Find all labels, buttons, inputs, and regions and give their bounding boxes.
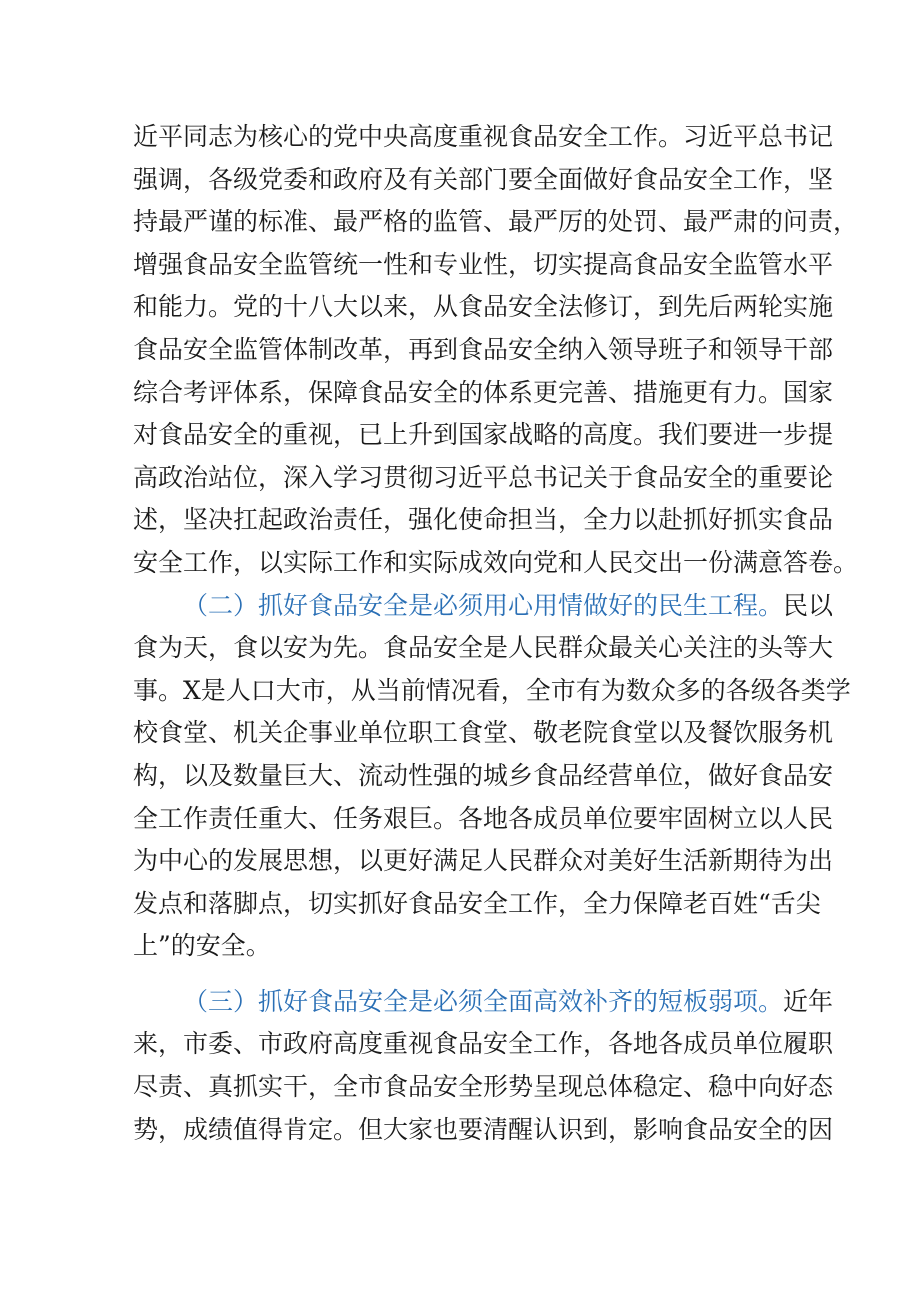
text-line: 来，市委、市政府高度重视食品安全工作，各地各成员单位履职 [133, 1029, 834, 1059]
text-line: 发点和落脚点，切实抓好食品安全工作，全力保障老百姓“舌尖 [133, 888, 821, 918]
text-line: 对食品安全的重视，已上升到国家战略的高度。我们要进一步提 [133, 420, 834, 450]
text-line: 持最严谨的标准、最严格的监管、最严厉的处罚、最严肃的问责， [133, 207, 859, 237]
text-line: 为中心的发展思想，以更好满足人民群众对美好生活新期待为出 [133, 846, 834, 876]
text-line: 述，坚决扛起政治责任，强化使命担当，全力以赴抓好抓实食品 [133, 505, 834, 535]
text-line: 校食堂、机关企事业单位职工食堂、敬老院食堂以及餐饮服务机 [133, 718, 834, 748]
text-line: 和能力。党的十八大以来，从食品安全法修订，到先后两轮实施 [133, 292, 834, 322]
text-line: 势，成绩值得肯定。但大家也要清醒认识到，影响食品安全的因 [133, 1114, 834, 1144]
text-line: 安全工作，以实际工作和实际成效向党和人民交出一份满意答卷。 [133, 547, 859, 577]
text-line: 事。X是人口大市，从当前情况看，全市有为数众多的各级各类学 [133, 675, 851, 705]
text-line: 综合考评体系，保障食品安全的体系更完善、措施更有力。国家 [133, 377, 834, 407]
paragraph-2-first-line [133, 585, 834, 628]
document-body [133, 116, 859, 1151]
text-line: 食品安全监管体制改革，再到食品安全纳入领导班子和领导干部 [133, 334, 834, 364]
text-line: 增强食品安全监管统一性和专业性，切实提高食品安全监管水平 [133, 249, 834, 279]
text-line: 尽责、真抓实干，全市食品安全形势呈现总体稳定、稳中向好态 [133, 1072, 834, 1102]
paragraph-gap [133, 968, 798, 981]
text-run: 民以 [783, 590, 834, 620]
text-line: 全工作责任重大、任务艰巨。各地各成员单位要牢固树立以人民 [133, 803, 834, 833]
text-line: 构，以及数量巨大、流动性强的城乡食品经营单位，做好食品安 [133, 760, 834, 790]
paragraph-3-first-line [133, 981, 834, 1024]
text-line: 高政治站位，深入学习贯彻习近平总书记关于食品安全的重要论 [133, 462, 834, 492]
section-heading-2: （二）抓好食品安全是必须用心用情做好的民生工程。 [183, 590, 784, 620]
paragraph-3 [133, 981, 834, 1151]
paragraph-1 [133, 116, 859, 585]
paragraph-2 [133, 585, 851, 968]
text-line: 上”的安全。 [133, 931, 271, 961]
text-line: 强调，各级党委和政府及有关部门要全面做好食品安全工作，坚 [133, 164, 834, 194]
section-heading-3: （三）抓好食品安全是必须全面高效补齐的短板弱项。 [183, 986, 784, 1016]
text-run: 近年 [783, 986, 834, 1016]
text-line: 食为天，食以安为先。食品安全是人民群众最关心关注的头等大 [133, 633, 834, 663]
text-line: 近平同志为核心的党中央高度重视食品安全工作。习近平总书记 [133, 122, 834, 151]
